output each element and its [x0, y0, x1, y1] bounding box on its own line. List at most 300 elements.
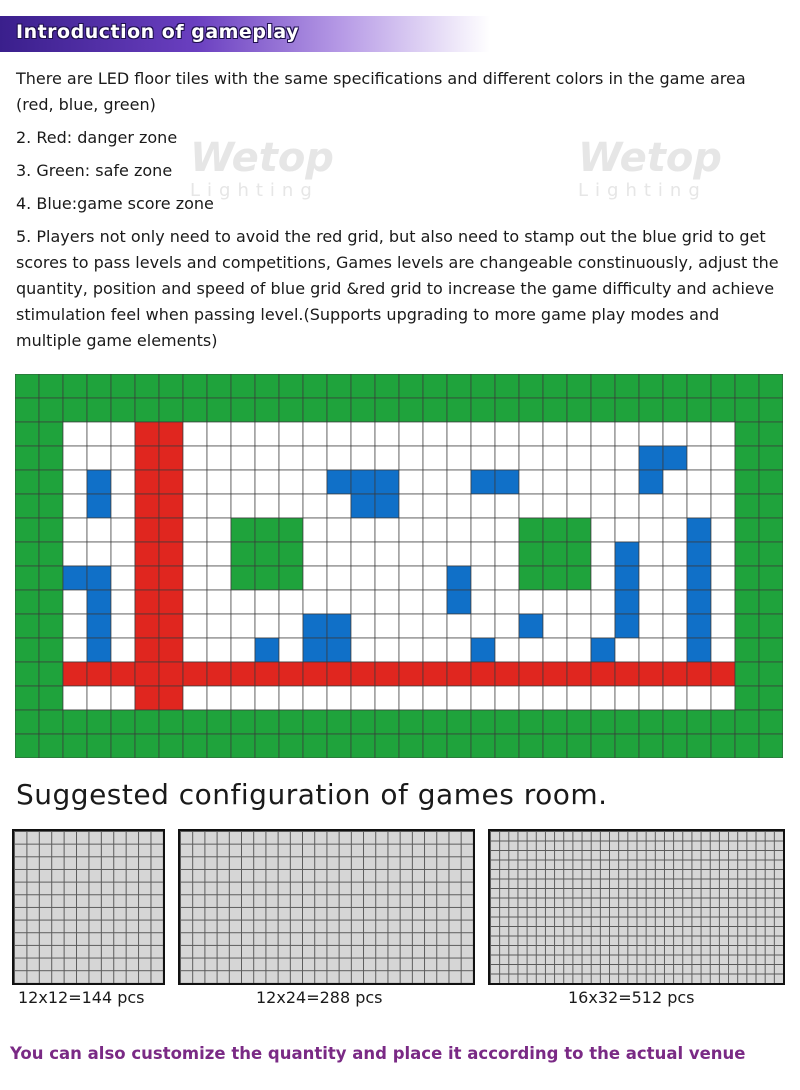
floor-tile-white	[663, 638, 687, 662]
floor-tile-white	[615, 494, 639, 518]
footer-note: You can also customize the quantity and place it according to the actual venue	[10, 1044, 746, 1063]
floor-tile-green	[39, 686, 63, 710]
floor-tile-green	[111, 710, 135, 734]
floor-tile-white	[495, 518, 519, 542]
floor-tile-red	[135, 446, 159, 470]
floor-tile-blue	[615, 542, 639, 566]
floor-tile-green	[735, 662, 759, 686]
floor-tile-white	[303, 590, 327, 614]
floor-tile-white	[447, 422, 471, 446]
floor-tile-green	[543, 734, 567, 758]
floor-tile-white	[231, 422, 255, 446]
floor-tile-green	[759, 422, 783, 446]
floor-tile-white	[615, 422, 639, 446]
floor-tile-green	[759, 470, 783, 494]
floor-tile-green	[519, 542, 543, 566]
floor-tile-green	[39, 542, 63, 566]
floor-tile-white	[423, 686, 447, 710]
floor-tile-green	[759, 374, 783, 398]
floor-tile-white	[399, 446, 423, 470]
floor-tile-white	[303, 686, 327, 710]
floor-tile-white	[543, 614, 567, 638]
floor-tile-blue	[687, 566, 711, 590]
floor-tile-white	[351, 614, 375, 638]
floor-tile-green	[375, 398, 399, 422]
floor-tile-white	[687, 446, 711, 470]
floor-tile-red	[135, 542, 159, 566]
floor-tile-red	[159, 662, 183, 686]
floor-tile-green	[543, 566, 567, 590]
floor-tile-white	[447, 614, 471, 638]
floor-tile-white	[63, 686, 87, 710]
floor-tile-white	[327, 686, 351, 710]
floor-tile-red	[135, 686, 159, 710]
floor-tile-red	[639, 662, 663, 686]
floor-tile-green	[615, 710, 639, 734]
floor-tile-white	[303, 422, 327, 446]
floor-tile-green	[39, 590, 63, 614]
floor-tile-white	[663, 494, 687, 518]
floor-tile-green	[759, 494, 783, 518]
floor-tile-white	[567, 686, 591, 710]
floor-tile-white	[543, 590, 567, 614]
floor-tile-white	[471, 446, 495, 470]
floor-tile-white	[63, 422, 87, 446]
floor-tile-white	[711, 686, 735, 710]
floor-tile-white	[615, 518, 639, 542]
floor-tile-red	[255, 662, 279, 686]
floor-tile-green	[87, 710, 111, 734]
floor-tile-green	[663, 398, 687, 422]
floor-tile-green	[135, 734, 159, 758]
floor-tile-white	[351, 518, 375, 542]
floor-tile-green	[447, 374, 471, 398]
floor-tile-green	[63, 734, 87, 758]
floor-tile-white	[591, 518, 615, 542]
floor-tile-blue	[663, 446, 687, 470]
floor-tile-white	[495, 446, 519, 470]
intro-paragraph: 5. Players not only need to avoid the red grid, but also need to stamp out the blue grid to get scores to pass levels and competitions, Games levels are changeable constinuously, adjust the quantity, position and speed of blue grid &red grid to increase the game difficulty and achieve stimulation feel when passing level.(Supports upgrading to more game play modes and multiple game elements)	[16, 227, 779, 350]
floor-tile-green	[303, 710, 327, 734]
floor-tile-red	[303, 662, 327, 686]
floor-tile-white	[495, 566, 519, 590]
floor-tile-green	[663, 734, 687, 758]
floor-tile-green	[711, 734, 735, 758]
floor-tile-white	[111, 638, 135, 662]
floor-tile-white	[591, 590, 615, 614]
floor-tile-white	[183, 494, 207, 518]
floor-tile-green	[423, 734, 447, 758]
floor-tile-green	[735, 542, 759, 566]
floor-tile-white	[543, 446, 567, 470]
floor-tile-white	[255, 614, 279, 638]
floor-tile-green	[759, 446, 783, 470]
floor-tile-white	[711, 566, 735, 590]
floor-tile-green	[15, 662, 39, 686]
floor-tile-red	[543, 662, 567, 686]
floor-tile-white	[63, 542, 87, 566]
floor-tile-green	[759, 662, 783, 686]
floor-tile-white	[519, 494, 543, 518]
floor-tile-white	[567, 494, 591, 518]
floor-tile-red	[279, 662, 303, 686]
floor-tile-white	[183, 638, 207, 662]
floor-tile-white	[399, 518, 423, 542]
floor-tile-white	[111, 590, 135, 614]
floor-tile-green	[15, 734, 39, 758]
floor-tile-white	[447, 470, 471, 494]
floor-tile-white	[639, 542, 663, 566]
floor-tile-green	[63, 710, 87, 734]
floor-tile-blue	[687, 542, 711, 566]
floor-tile-white	[591, 566, 615, 590]
floor-tile-red	[615, 662, 639, 686]
floor-tile-white	[111, 446, 135, 470]
floor-tile-white	[303, 446, 327, 470]
floor-tile-white	[447, 686, 471, 710]
floor-tile-white	[447, 494, 471, 518]
floor-tile-green	[39, 638, 63, 662]
floor-tile-green	[759, 734, 783, 758]
floor-tile-white	[495, 686, 519, 710]
floor-tile-white	[111, 686, 135, 710]
floor-tile-green	[39, 494, 63, 518]
floor-tile-green	[39, 710, 63, 734]
floor-tile-green	[495, 374, 519, 398]
floor-tile-white	[351, 638, 375, 662]
floor-tile-green	[15, 470, 39, 494]
floor-tile-white	[63, 614, 87, 638]
floor-tile-white	[111, 494, 135, 518]
floor-tile-white	[591, 494, 615, 518]
floor-tile-red	[207, 662, 231, 686]
floor-tile-green	[63, 374, 87, 398]
floor-tile-white	[255, 470, 279, 494]
floor-tile-green	[231, 374, 255, 398]
floor-tile-white	[663, 686, 687, 710]
floor-tile-green	[63, 398, 87, 422]
floor-tile-white	[207, 542, 231, 566]
floor-tile-green	[279, 734, 303, 758]
floor-tile-green	[591, 398, 615, 422]
floor-tile-green	[135, 398, 159, 422]
floor-tile-blue	[687, 590, 711, 614]
floor-tile-white	[375, 446, 399, 470]
floor-tile-white	[495, 590, 519, 614]
floor-tile-green	[231, 398, 255, 422]
floor-tile-red	[159, 470, 183, 494]
floor-tile-green	[399, 374, 423, 398]
floor-tile-white	[711, 422, 735, 446]
floor-tile-red	[159, 566, 183, 590]
floor-tile-white	[543, 494, 567, 518]
floor-tile-white	[63, 518, 87, 542]
floor-tile-green	[255, 374, 279, 398]
floor-tile-white	[375, 518, 399, 542]
floor-tile-white	[423, 446, 447, 470]
floor-tile-white	[543, 422, 567, 446]
floor-tile-green	[111, 734, 135, 758]
floor-tile-red	[159, 590, 183, 614]
floor-tile-white	[423, 566, 447, 590]
floor-tile-green	[543, 398, 567, 422]
floor-tile-green	[207, 710, 231, 734]
floor-tile-white	[471, 590, 495, 614]
floor-tile-white	[711, 542, 735, 566]
floor-tile-blue	[615, 566, 639, 590]
floor-tile-white	[351, 542, 375, 566]
floor-tile-green	[39, 518, 63, 542]
floor-tile-red	[135, 422, 159, 446]
floor-tile-white	[423, 494, 447, 518]
floor-tile-white	[231, 590, 255, 614]
floor-tile-white	[183, 542, 207, 566]
floor-tile-blue	[87, 470, 111, 494]
floor-tile-green	[327, 398, 351, 422]
floor-tile-green	[183, 734, 207, 758]
floor-tile-white	[423, 542, 447, 566]
floor-tile-white	[303, 518, 327, 542]
floor-tile-blue	[87, 614, 111, 638]
floor-tile-green	[567, 518, 591, 542]
room-config-12x12	[12, 829, 165, 985]
floor-tile-white	[207, 566, 231, 590]
floor-tile-white	[279, 494, 303, 518]
floor-tile-white	[111, 542, 135, 566]
floor-tile-green	[519, 566, 543, 590]
floor-tile-green	[759, 614, 783, 638]
floor-tile-red	[159, 614, 183, 638]
floor-tile-green	[639, 734, 663, 758]
floor-tile-white	[567, 590, 591, 614]
floor-tile-green	[255, 398, 279, 422]
floor-tile-green	[279, 398, 303, 422]
floor-tile-white	[183, 566, 207, 590]
floor-tile-white	[447, 638, 471, 662]
floor-tile-red	[135, 518, 159, 542]
floor-tile-white	[327, 518, 351, 542]
floor-tile-green	[711, 710, 735, 734]
floor-tile-white	[495, 614, 519, 638]
floor-tile-white	[567, 422, 591, 446]
floor-tile-white	[183, 470, 207, 494]
floor-tile-green	[759, 518, 783, 542]
floor-tile-white	[87, 422, 111, 446]
floor-tile-white	[447, 446, 471, 470]
floor-tile-white	[255, 422, 279, 446]
floor-tile-green	[471, 398, 495, 422]
room-config-16x32	[488, 829, 785, 985]
floor-tile-white	[663, 518, 687, 542]
floor-tile-green	[39, 662, 63, 686]
floor-tile-white	[255, 686, 279, 710]
floor-tile-green	[111, 374, 135, 398]
floor-tile-white	[207, 494, 231, 518]
floor-tile-green	[15, 686, 39, 710]
floor-tile-white	[399, 566, 423, 590]
floor-tile-blue	[63, 566, 87, 590]
floor-tile-green	[327, 710, 351, 734]
floor-tile-blue	[327, 614, 351, 638]
floor-tile-white	[519, 638, 543, 662]
floor-tile-white	[471, 422, 495, 446]
floor-tile-green	[735, 614, 759, 638]
floor-tile-green	[711, 374, 735, 398]
floor-tile-green	[423, 398, 447, 422]
floor-tile-white	[639, 566, 663, 590]
floor-tile-red	[447, 662, 471, 686]
floor-tile-white	[351, 566, 375, 590]
floor-tile-green	[231, 566, 255, 590]
floor-tile-green	[639, 374, 663, 398]
floor-tile-white	[399, 422, 423, 446]
floor-tile-green	[255, 518, 279, 542]
floor-tile-red	[135, 662, 159, 686]
floor-tile-white	[327, 542, 351, 566]
floor-tile-green	[495, 734, 519, 758]
floor-tile-green	[15, 398, 39, 422]
floor-tile-white	[327, 566, 351, 590]
floor-tile-white	[351, 446, 375, 470]
floor-tile-white	[375, 566, 399, 590]
floor-tile-white	[663, 470, 687, 494]
floor-tile-red	[159, 446, 183, 470]
floor-tile-green	[711, 398, 735, 422]
floor-tile-red	[135, 614, 159, 638]
floor-tile-white	[543, 638, 567, 662]
floor-tile-green	[279, 710, 303, 734]
floor-tile-green	[15, 566, 39, 590]
floor-tile-green	[303, 374, 327, 398]
floor-tile-green	[591, 734, 615, 758]
floor-tile-green	[567, 566, 591, 590]
floor-tile-green	[399, 734, 423, 758]
floor-tile-blue	[495, 470, 519, 494]
floor-tile-white	[303, 566, 327, 590]
floor-tile-red	[519, 662, 543, 686]
floor-tile-red	[423, 662, 447, 686]
watermark-logo-sub: Lighting	[578, 180, 707, 201]
room-config-12x24	[178, 829, 475, 985]
floor-tile-green	[567, 710, 591, 734]
floor-tile-white	[111, 422, 135, 446]
floor-tile-green	[159, 734, 183, 758]
floor-tile-green	[399, 710, 423, 734]
floor-tile-white	[639, 614, 663, 638]
floor-tile-green	[15, 518, 39, 542]
floor-tile-green	[207, 374, 231, 398]
floor-tile-white	[495, 638, 519, 662]
floor-tile-white	[327, 494, 351, 518]
floor-tile-green	[471, 710, 495, 734]
floor-tile-white	[231, 614, 255, 638]
floor-tile-white	[567, 470, 591, 494]
floor-tile-white	[687, 422, 711, 446]
floor-tile-green	[519, 398, 543, 422]
floor-tile-white	[543, 470, 567, 494]
floor-tile-white	[327, 422, 351, 446]
floor-tile-white	[375, 686, 399, 710]
floor-tile-blue	[351, 470, 375, 494]
floor-tile-white	[87, 518, 111, 542]
floor-tile-white	[63, 638, 87, 662]
floor-tile-white	[351, 686, 375, 710]
floor-tile-white	[639, 638, 663, 662]
floor-tile-green	[87, 398, 111, 422]
room-label-12x24: 12x24=288 pcs	[256, 988, 383, 1007]
floor-tile-white	[711, 614, 735, 638]
floor-tile-green	[615, 374, 639, 398]
floor-tile-white	[663, 614, 687, 638]
floor-tile-white	[591, 446, 615, 470]
floor-tile-white	[399, 614, 423, 638]
floor-tile-white	[279, 590, 303, 614]
floor-tile-white	[63, 590, 87, 614]
floor-tile-white	[111, 614, 135, 638]
floor-tile-red	[159, 542, 183, 566]
floor-tile-green	[15, 590, 39, 614]
floor-tile-blue	[303, 638, 327, 662]
floor-tile-white	[615, 638, 639, 662]
floor-tile-white	[231, 638, 255, 662]
floor-tile-green	[15, 422, 39, 446]
floor-tile-green	[759, 542, 783, 566]
floor-tile-green	[351, 398, 375, 422]
floor-tile-white	[639, 422, 663, 446]
floor-tile-green	[303, 398, 327, 422]
floor-tile-white	[567, 638, 591, 662]
floor-tile-blue	[639, 470, 663, 494]
floor-tile-white	[63, 494, 87, 518]
suggested-heading: Suggested configuration of games room.	[16, 778, 608, 811]
floor-tile-white	[207, 590, 231, 614]
floor-tile-green	[39, 734, 63, 758]
floor-tile-white	[279, 638, 303, 662]
floor-tile-green	[111, 398, 135, 422]
floor-tile-green	[663, 374, 687, 398]
floor-tile-blue	[687, 518, 711, 542]
floor-tile-white	[447, 518, 471, 542]
floor-tile-white	[207, 686, 231, 710]
floor-tile-white	[591, 422, 615, 446]
floor-tile-white	[615, 470, 639, 494]
floor-tile-green	[663, 710, 687, 734]
floor-tile-white	[207, 446, 231, 470]
floor-tile-green	[15, 542, 39, 566]
floor-tile-green	[279, 566, 303, 590]
floor-tile-white	[423, 638, 447, 662]
floor-tile-green	[639, 710, 663, 734]
floor-tile-red	[711, 662, 735, 686]
floor-tile-blue	[327, 470, 351, 494]
floor-tile-blue	[615, 590, 639, 614]
floor-plan-grid	[15, 374, 783, 758]
floor-tile-white	[615, 446, 639, 470]
floor-tile-green	[423, 374, 447, 398]
floor-tile-white	[303, 494, 327, 518]
watermark-logo: Wetop	[190, 135, 334, 181]
room-label-12x12: 12x12=144 pcs	[18, 988, 145, 1007]
floor-tile-green	[735, 590, 759, 614]
floor-tile-blue	[351, 494, 375, 518]
floor-tile-green	[735, 494, 759, 518]
floor-tile-red	[87, 662, 111, 686]
floor-tile-blue	[87, 494, 111, 518]
watermark-logo-sub: Lighting	[190, 180, 319, 201]
floor-tile-red	[567, 662, 591, 686]
floor-tile-white	[87, 446, 111, 470]
floor-tile-green	[159, 398, 183, 422]
